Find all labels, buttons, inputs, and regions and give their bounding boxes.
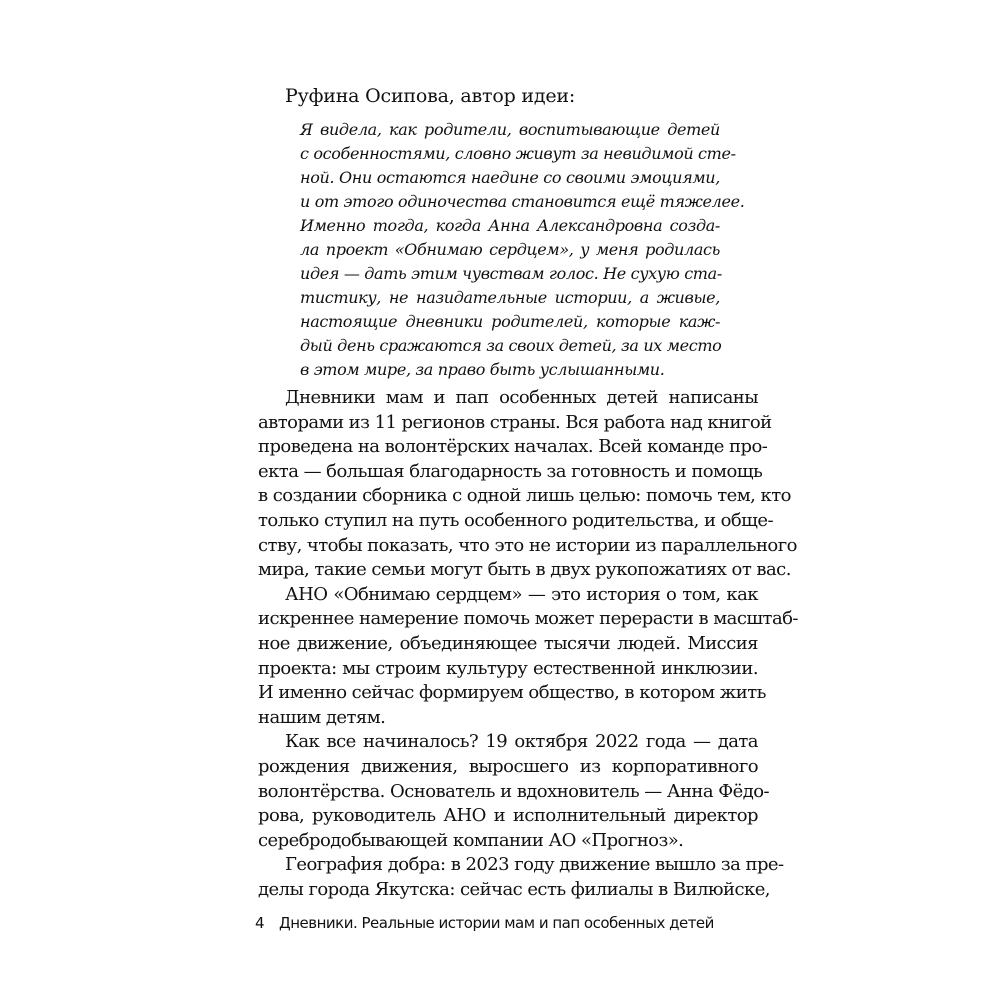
quote-line: с особенностями, словно живут за невидимой сте- <box>300 144 736 163</box>
body-line: Дневники мам и пап особенных детей написаны <box>285 387 758 408</box>
body-line: нашим детям. <box>258 706 386 728</box>
quote-line: Именно тогда, когда Анна Александровна созда- <box>300 216 720 235</box>
quote-line: Я видела, как родители, воспитывающие детей <box>300 120 720 139</box>
body-line: проведена на волонтёрских началах. Всей команде про- <box>258 436 768 458</box>
body-line: ное движение, объединяющее тысячи людей. Миссия <box>258 632 758 654</box>
running-title: Дневники. Реальные истории мам и пап особенных детей <box>279 914 714 932</box>
body-line: Как все начиналось? 19 октября 2022 года — дата <box>285 731 758 753</box>
body-line: рова, руководитель АНО и исполнительный директор <box>258 805 758 827</box>
body-line: делы города Якутска: сейчас есть филиалы в Вилюйске, <box>258 878 770 900</box>
body-line: искреннее намерение помочь может перерасти в масштаб- <box>258 608 798 630</box>
body-line: серебродобывающей компании АО «Прогноз». <box>258 829 684 851</box>
body-line: География добра: в 2023 году движение вышло за пре- <box>285 854 784 876</box>
quote-line: ла проект «Обнимаю сердцем», у меня родилась <box>300 240 720 259</box>
quote-line: дый день сражаются за своих детей, за их место <box>300 336 722 355</box>
body-text <box>258 386 798 902</box>
page-footer <box>255 913 755 933</box>
body-line: АНО «Обнимаю сердцем» — это история о том, как <box>285 583 758 605</box>
body-line: екта — большая благодарность за готовность и помощь <box>258 460 763 482</box>
quote-line: ной. Они остаются наедине со своими эмоциями, <box>300 168 720 187</box>
page-number: 4 <box>255 914 265 932</box>
body-line: волонтёрства. Основатель и вдохновитель — Анна Фёдо- <box>258 780 770 802</box>
body-line: проекта: мы строим культуру естественной инклюзии. <box>258 657 758 679</box>
body-line: авторами из 11 регионов страны. Вся работа над книгой <box>258 411 772 433</box>
body-line: только ступил на путь особенного родительства, и обще- <box>258 509 773 531</box>
body-line: ству, чтобы показать, что это не истории из параллельного <box>258 534 797 556</box>
quote-line: и от этого одиночества становится ещё тяжелее. <box>300 192 745 211</box>
body-line: И именно сейчас формируем общество, в котором жить <box>258 682 766 704</box>
body-line: мира, такие семьи могут быть в двух рукопожатиях от вас. <box>258 559 791 581</box>
body-line: в создании сборника с одной лишь целью: помочь тем, кто <box>258 485 791 507</box>
quote-line: в этом мире, за право быть услышанными. <box>300 360 665 379</box>
quote-author: Руфина Осипова, автор идеи: <box>285 85 576 107</box>
quote-line: тистику, не назидательные истории, а живые, <box>300 288 720 307</box>
body-line: рождения движения, выросшего из корпоративного <box>258 755 758 777</box>
quote-line: идея — дать этим чувствам голос. Не сухую ста- <box>300 264 722 283</box>
epigraph-quote <box>300 118 745 382</box>
quote-line: настоящие дневники родителей, которые каж- <box>300 312 720 331</box>
